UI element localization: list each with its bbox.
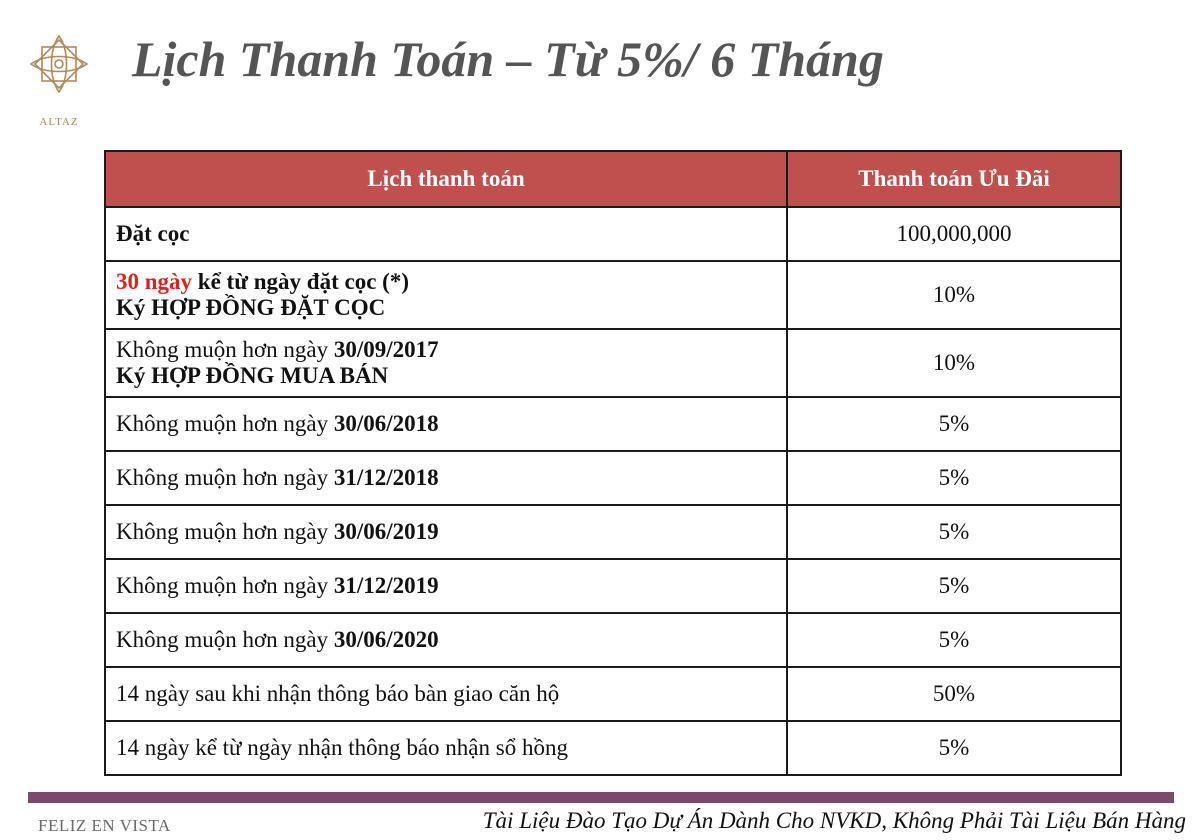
schedule-line bbox=[116, 337, 786, 363]
column-header-payment: Thanh toán Ưu Đãi bbox=[787, 151, 1121, 207]
footer-brand: FELIZ EN VISTA bbox=[38, 816, 171, 835]
table-row bbox=[105, 329, 1121, 397]
schedule-text: Ký HỢP ĐỒNG MUA BÁN bbox=[116, 363, 389, 388]
schedule-text: kể từ ngày đặt cọc (*) bbox=[192, 269, 409, 294]
table-row bbox=[105, 721, 1121, 775]
table-header-row bbox=[105, 151, 1121, 207]
payment-value: 100,000,000 bbox=[787, 207, 1121, 261]
altaz-ornament-icon bbox=[25, 30, 93, 98]
schedule-text: Không muộn hơn ngày bbox=[116, 627, 334, 652]
altaz-logo bbox=[24, 30, 94, 128]
schedule-text: Không muộn hơn ngày bbox=[116, 411, 334, 436]
payment-value: 5% bbox=[787, 397, 1121, 451]
schedule-cell bbox=[105, 451, 787, 505]
payment-value: 10% bbox=[787, 261, 1121, 329]
schedule-line bbox=[116, 363, 786, 389]
table-row bbox=[105, 559, 1121, 613]
schedule-text: 31/12/2019 bbox=[333, 573, 439, 598]
schedule-cell bbox=[105, 667, 787, 721]
payment-value: 10% bbox=[787, 329, 1121, 397]
schedule-cell bbox=[105, 613, 787, 667]
schedule-line bbox=[116, 411, 786, 437]
table-row bbox=[105, 613, 1121, 667]
schedule-line bbox=[116, 735, 786, 761]
logo-text: ALTAZ bbox=[39, 116, 79, 128]
payment-value: 5% bbox=[787, 505, 1121, 559]
table-row bbox=[105, 505, 1121, 559]
table-row bbox=[105, 667, 1121, 721]
schedule-text: 14 ngày sau khi nhận thông báo bàn giao căn hộ bbox=[116, 681, 560, 706]
schedule-line bbox=[116, 519, 786, 545]
payment-schedule-table bbox=[104, 150, 1122, 776]
table-row bbox=[105, 207, 1121, 261]
table-row bbox=[105, 261, 1121, 329]
schedule-text: Ký HỢP ĐỒNG ĐẶT CỌC bbox=[116, 295, 386, 320]
payment-value: 5% bbox=[787, 559, 1121, 613]
schedule-text: Không muộn hơn ngày bbox=[116, 573, 334, 598]
payment-value: 50% bbox=[787, 667, 1121, 721]
payment-value: 5% bbox=[787, 451, 1121, 505]
payment-value: 5% bbox=[787, 721, 1121, 775]
schedule-line bbox=[116, 221, 786, 247]
schedule-text: 30/09/2017 bbox=[333, 337, 439, 362]
payment-value: 5% bbox=[787, 613, 1121, 667]
schedule-line bbox=[116, 681, 786, 707]
schedule-cell bbox=[105, 397, 787, 451]
schedule-text: 30/06/2019 bbox=[333, 519, 439, 544]
schedule-cell bbox=[105, 721, 787, 775]
schedule-cell bbox=[105, 261, 787, 329]
schedule-cell bbox=[105, 505, 787, 559]
column-header-schedule: Lịch thanh toán bbox=[105, 151, 787, 207]
schedule-text: Không muộn hơn ngày bbox=[116, 337, 334, 362]
footer-divider bbox=[28, 792, 1174, 803]
schedule-text: Không muộn hơn ngày bbox=[116, 519, 334, 544]
page-title: Lịch Thanh Toán – Từ 5%/ 6 Tháng bbox=[132, 31, 884, 87]
schedule-line bbox=[116, 269, 786, 295]
schedule-text: 30/06/2020 bbox=[333, 627, 439, 652]
schedule-text: 14 ngày kể từ ngày nhận thông báo nhận sổ hồng bbox=[116, 735, 568, 760]
schedule-line bbox=[116, 465, 786, 491]
schedule-text: 30/06/2018 bbox=[333, 411, 439, 436]
table-row bbox=[105, 451, 1121, 505]
footer-disclaimer: Tài Liệu Đào Tạo Dự Án Dành Cho NVKD, Không Phải Tài Liệu Bán Hàng bbox=[482, 808, 1186, 833]
table-body bbox=[105, 207, 1121, 775]
schedule-line bbox=[116, 573, 786, 599]
schedule-line bbox=[116, 627, 786, 653]
schedule-text: 31/12/2018 bbox=[333, 465, 439, 490]
schedule-text: Không muộn hơn ngày bbox=[116, 465, 334, 490]
schedule-cell bbox=[105, 329, 787, 397]
schedule-text: 30 ngày bbox=[116, 269, 193, 294]
schedule-line bbox=[116, 295, 786, 321]
schedule-cell bbox=[105, 207, 787, 261]
schedule-text: Đặt cọc bbox=[116, 221, 190, 246]
table-row bbox=[105, 397, 1121, 451]
schedule-cell bbox=[105, 559, 787, 613]
